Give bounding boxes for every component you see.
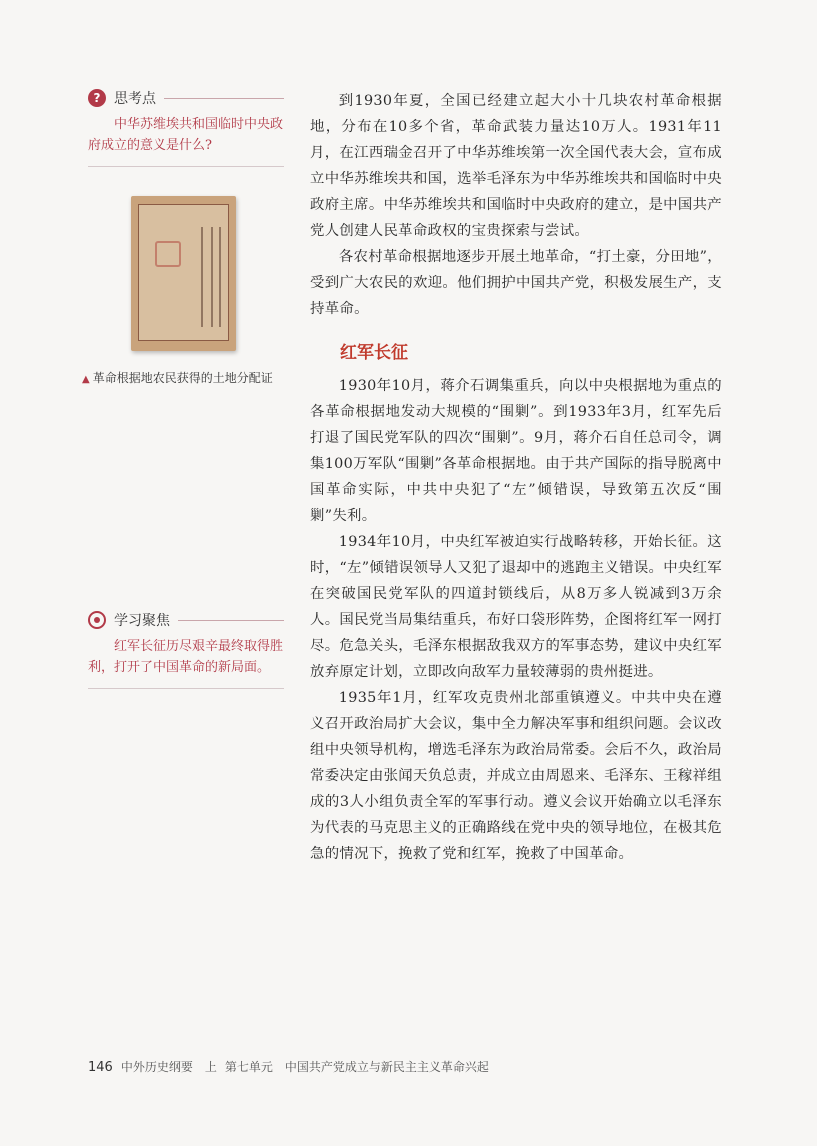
page-footer xyxy=(88,1058,489,1075)
divider xyxy=(164,98,284,99)
learning-focus-box xyxy=(88,610,284,689)
think-point-box xyxy=(88,88,284,167)
unit-title: 第七单元 中国共产党成立与新民主主义革命兴起 xyxy=(224,1060,489,1074)
main-text xyxy=(310,88,722,867)
page-number: 146 xyxy=(88,1060,113,1075)
paragraph: 到1930年夏，全国已经建立起大小十几块农村革命根据地，分布在10多个省，革命武装力量达10万人。1931年11月，在江西瑞金召开了中华苏维埃第一次全国代表大会，宣布成立中华苏维埃共和国，选举毛泽东为中华苏维埃共和国临时中央政府主席。中华苏维埃共和国临时中央政府的建立，是中国共产党人创建人民革命政权的宝贵探索与尝试。 xyxy=(310,93,722,239)
figure-caption xyxy=(82,369,292,386)
learning-focus-header xyxy=(88,610,284,630)
figure-caption-text: 革命根据地农民获得的土地分配证 xyxy=(92,371,273,385)
paragraph: 1935年1月，红军攻克贵州北部重镇遵义。中共中央在遵义召开政治局扩大会议，集中全力解决军事和组织问题。会议改组中央领导机构，增选毛泽东为政治局常委。会后不久，政治局常委决定由张闻天负总责，并成立由周恩来、毛泽东、王稼祥组成的3人小组负责全军的军事行动。遵义会议开始确立以毛泽东为代表的马克思主义的正确路线在党中央的领导地位，在极其危急的情况下，挽救了党和红军，挽救了中国革命。 xyxy=(310,690,722,862)
divider xyxy=(178,620,284,621)
land-certificate-photo xyxy=(131,196,236,351)
learning-focus-text: 红军长征历尽艰辛最终取得胜利，打开了中国革命的新局面。 xyxy=(88,636,284,689)
paragraph: 1930年10月，蒋介石调集重兵，向以中央根据地为重点的各革命根据地发动大规模的“围剿”。到1933年3月，红军先后打退了国民党军队的四次“围剿”。9月，蒋介石自任总司令，调集100万军队“围剿”各革命根据地。由于共产国际的指导脱离中国革命实际，中共中央犯了“左”倾错误，导致第五次反“围剿”失利。 xyxy=(310,378,722,524)
think-point-title: 思考点 xyxy=(114,91,156,107)
section-heading: 红军长征 xyxy=(340,343,408,363)
question-icon: ? xyxy=(88,89,106,107)
paragraph: 1934年10月，中央红军被迫实行战略转移，开始长征。这时，“左”倾错误领导人又犯了退却中的逃跑主义错误。中央红军在突破国民党军队的四道封锁线后，从8万多人锐减到3万余人。国民党当局集结重兵，布好口袋形阵势，企图将红军一网打尽。危急关头，毛泽东根据敌我双方的军事态势，建议中央红军放弃原定计划，立即改向敌军力量较薄弱的贵州挺进。 xyxy=(310,534,722,680)
paragraph: 各农村革命根据地逐步开展土地革命，“打土豪，分田地”，受到广大农民的欢迎。他们拥护中国共产党，积极发展生产，支持革命。 xyxy=(310,249,722,317)
learning-focus-title: 学习聚焦 xyxy=(114,613,170,629)
think-point-header xyxy=(88,88,284,108)
triangle-icon: ▲ xyxy=(82,374,90,385)
focus-icon xyxy=(88,611,106,629)
book-title: 中外历史纲要 上 xyxy=(120,1060,217,1074)
think-point-text: 中华苏维埃共和国临时中央政府成立的意义是什么? xyxy=(88,114,284,167)
